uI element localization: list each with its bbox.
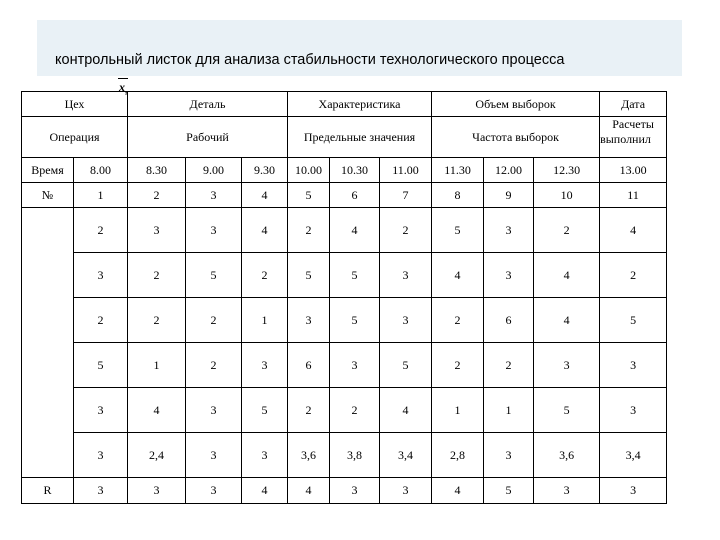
sample-cell: 3 — [330, 343, 380, 388]
sample-cell: 6 — [484, 298, 534, 343]
header-calculations: Расчеты выполнил — [600, 117, 667, 158]
sample-row-1 — [22, 208, 667, 253]
time-cell: 11.30 — [432, 158, 484, 183]
header-characteristic: Характеристика — [288, 92, 432, 117]
time-cell: 11.00 — [380, 158, 432, 183]
sample-cell: 2 — [128, 253, 186, 298]
sample-cell: 2 — [380, 208, 432, 253]
time-cell: 9.30 — [242, 158, 288, 183]
range-cell: 3 — [380, 478, 432, 504]
header-frequency: Частота выборок — [432, 117, 600, 158]
number-cell: 5 — [288, 183, 330, 208]
sample-cell: 3 — [380, 253, 432, 298]
range-cell: 3 — [74, 478, 128, 504]
mean-cell: 3 — [74, 433, 128, 478]
header-row-1 — [22, 92, 667, 117]
sample-cell: 3 — [128, 208, 186, 253]
sample-row-4 — [22, 343, 667, 388]
sample-cell: 3 — [380, 298, 432, 343]
sample-cell: 4 — [432, 253, 484, 298]
header-date: Дата — [600, 92, 667, 117]
sample-cell: 3 — [242, 343, 288, 388]
header-limits: Предельные значения — [288, 117, 432, 158]
number-cell: 9 — [484, 183, 534, 208]
sample-cell: 4 — [534, 253, 600, 298]
number-cell: 2 — [128, 183, 186, 208]
header-workshop: Цех — [22, 92, 128, 117]
sample-row-2 — [22, 253, 667, 298]
range-cell: 4 — [242, 478, 288, 504]
mean-cell: 3,8 — [330, 433, 380, 478]
mean-cell: 3 — [484, 433, 534, 478]
time-row — [22, 158, 667, 183]
sample-cell: 2 — [186, 298, 242, 343]
time-cell: 8.30 — [128, 158, 186, 183]
sample-cell: 5 — [242, 388, 288, 433]
sample-cell: 5 — [74, 343, 128, 388]
sample-cell: 2 — [288, 208, 330, 253]
sample-cell: 3 — [484, 208, 534, 253]
sample-cell: 4 — [128, 388, 186, 433]
sample-cell: 1 — [242, 298, 288, 343]
sample-cell: 2 — [128, 298, 186, 343]
range-cell: 3 — [128, 478, 186, 504]
sample-cell: 5 — [330, 253, 380, 298]
range-cell: 3 — [534, 478, 600, 504]
mean-cell: 2,4 — [128, 433, 186, 478]
sample-cell: 5 — [534, 388, 600, 433]
number-cell: 4 — [242, 183, 288, 208]
sample-cell: 2 — [288, 388, 330, 433]
sample-cell: 3 — [288, 298, 330, 343]
sample-cell: 4 — [242, 208, 288, 253]
header-operation: Операция — [22, 117, 128, 158]
sample-cell: 2 — [432, 343, 484, 388]
sample-cell: 5 — [330, 298, 380, 343]
range-label: R — [22, 478, 74, 504]
mean-row — [22, 433, 667, 478]
header-row-2 — [22, 117, 667, 158]
number-cell: 6 — [330, 183, 380, 208]
mean-cell: 3,4 — [380, 433, 432, 478]
range-cell: 3 — [600, 478, 667, 504]
sample-cell: 4 — [534, 298, 600, 343]
sample-cell: 1 — [432, 388, 484, 433]
sample-cell: 5 — [288, 253, 330, 298]
time-cell: 12.30 — [534, 158, 600, 183]
time-cell: 10.00 — [288, 158, 330, 183]
sample-cell: 2 — [330, 388, 380, 433]
time-cell: 12.00 — [484, 158, 534, 183]
number-cell: 11 — [600, 183, 667, 208]
sample-row-5 — [22, 388, 667, 433]
sample-cell: 2 — [74, 208, 128, 253]
sample-cell: 3 — [484, 253, 534, 298]
mean-cell: 3 — [242, 433, 288, 478]
range-cell: 4 — [288, 478, 330, 504]
sample-cell: 3 — [74, 388, 128, 433]
control-sheet-table — [21, 91, 667, 504]
sample-cell: 4 — [600, 208, 667, 253]
page-title: контрольный листок для анализа стабильности технологического процесса — [55, 52, 565, 68]
sample-cell: 2 — [186, 343, 242, 388]
mean-cell: 3 — [186, 433, 242, 478]
header-sample-size: Объем выборок — [432, 92, 600, 117]
sample-cell: 2 — [74, 298, 128, 343]
sample-row-3 — [22, 298, 667, 343]
sample-cell: 3 — [186, 388, 242, 433]
sample-cell: 2 — [534, 208, 600, 253]
mean-cell: 2,8 — [432, 433, 484, 478]
header-part: Деталь — [128, 92, 288, 117]
sample-cell: 4 — [380, 388, 432, 433]
sample-cell: 3 — [534, 343, 600, 388]
sample-cell: 3 — [74, 253, 128, 298]
number-cell: 7 — [380, 183, 432, 208]
row-label-blank — [22, 208, 74, 478]
sample-cell: 2 — [432, 298, 484, 343]
range-cell: 5 — [484, 478, 534, 504]
number-cell: 1 — [74, 183, 128, 208]
range-cell: 3 — [330, 478, 380, 504]
sample-cell: 5 — [380, 343, 432, 388]
number-cell: 8 — [432, 183, 484, 208]
range-cell: 3 — [186, 478, 242, 504]
sample-cell: 3 — [186, 208, 242, 253]
number-cell: 10 — [534, 183, 600, 208]
sample-cell: 5 — [186, 253, 242, 298]
sample-cell: 3 — [600, 388, 667, 433]
sample-cell: 3 — [600, 343, 667, 388]
mean-cell: 3,4 — [600, 433, 667, 478]
sample-cell: 1 — [484, 388, 534, 433]
time-label: Время — [22, 158, 74, 183]
xbar-symbol: $x_s$ — [119, 80, 128, 97]
sample-cell: 2 — [484, 343, 534, 388]
sample-cell: 2 — [600, 253, 667, 298]
number-row — [22, 183, 667, 208]
time-cell: 8.00 — [74, 158, 128, 183]
range-cell: 4 — [432, 478, 484, 504]
time-cell: 10.30 — [330, 158, 380, 183]
sample-cell: 4 — [330, 208, 380, 253]
number-label: № — [22, 183, 74, 208]
time-cell: 13.00 — [600, 158, 667, 183]
range-row — [22, 478, 667, 504]
sample-cell: 5 — [432, 208, 484, 253]
mean-cell: 3,6 — [534, 433, 600, 478]
number-cell: 3 — [186, 183, 242, 208]
sample-cell: 1 — [128, 343, 186, 388]
sample-cell: 5 — [600, 298, 667, 343]
mean-cell: 3,6 — [288, 433, 330, 478]
header-worker: Рабочий — [128, 117, 288, 158]
time-cell: 9.00 — [186, 158, 242, 183]
sample-cell: 2 — [242, 253, 288, 298]
sample-cell: 6 — [288, 343, 330, 388]
